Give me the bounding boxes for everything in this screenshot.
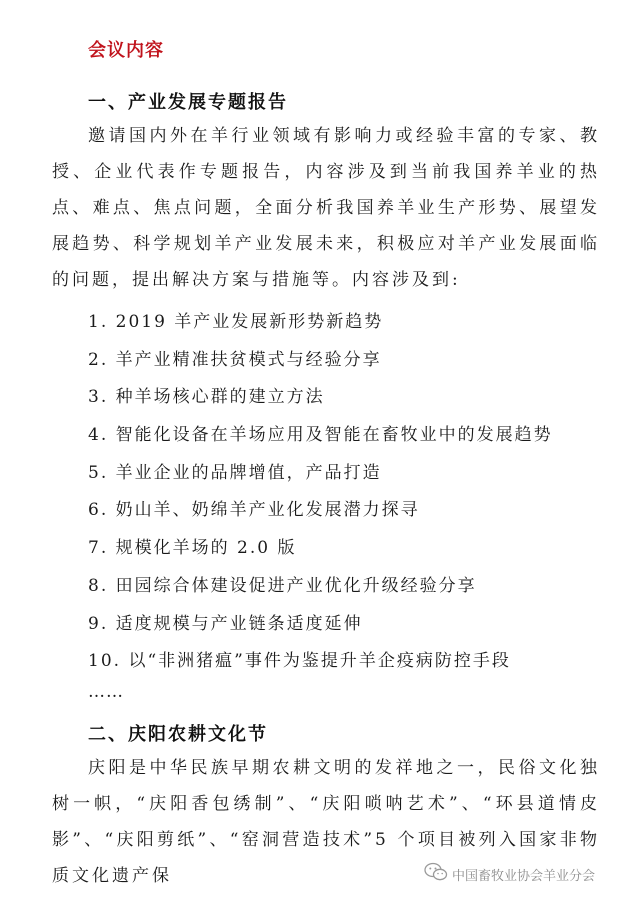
section2-paragraph: 庆阳是中华民族早期农耕文明的发祥地之一，民俗文化独树一帜，“庆阳香包绣制”、“庆阳唢呐艺术”、“环县道情皮影”、“庆阳剪纸”、“窑洞营造技术”5 个项目被列入国家非物质文化遗产保 (52, 758, 600, 886)
section2-heading: 二、庆阳农耕文化节 (88, 724, 268, 745)
watermark-text: 中国畜牧业协会羊业分会 (452, 868, 596, 884)
topic-list (88, 304, 553, 681)
list-item: 1. 2019 羊产业发展新形势新趋势 (88, 312, 384, 332)
section-title: 会议内容 (88, 40, 164, 61)
list-item: 5. 羊业企业的品牌增值，产品打造 (88, 462, 382, 483)
wechat-icon (424, 862, 448, 886)
list-item: 8. 田园综合体建设促进产业优化升级经验分享 (88, 575, 477, 596)
section1-heading: 一、产业发展专题报告 (88, 92, 288, 113)
list-item: 9. 适度规模与产业链条适度延伸 (88, 613, 363, 634)
list-item: 4. 智能化设备在羊场应用及智能在畜牧业中的发展趋势 (88, 425, 553, 446)
list-item: 7. 规模化羊场的 2.0 版 (88, 538, 297, 559)
watermark (424, 862, 595, 886)
list-item: 6. 奶山羊、奶绵羊产业化发展潜力探寻 (88, 500, 420, 521)
section1-paragraph: 邀请国内外在羊行业领域有影响力或经验丰富的专家、教授、企业代表作专题报告，内容涉及到当前我国养羊业的热点、难点、焦点问题，全面分析我国养羊业生产形势、展望发展趋势、科学规划羊产业发展未来，积极应对羊产业发展面临的问题，提出解决方案与措施等。内容涉及到: (52, 126, 600, 290)
list-item: 2. 羊产业精准扶贫模式与经验分享 (88, 349, 382, 370)
ellipsis: …… (88, 682, 124, 702)
list-item: 10. 以“非洲猪瘟”事件为鉴提升羊企疫病防控手段 (88, 651, 511, 672)
list-item: 3. 种羊场核心群的建立方法 (88, 387, 325, 408)
